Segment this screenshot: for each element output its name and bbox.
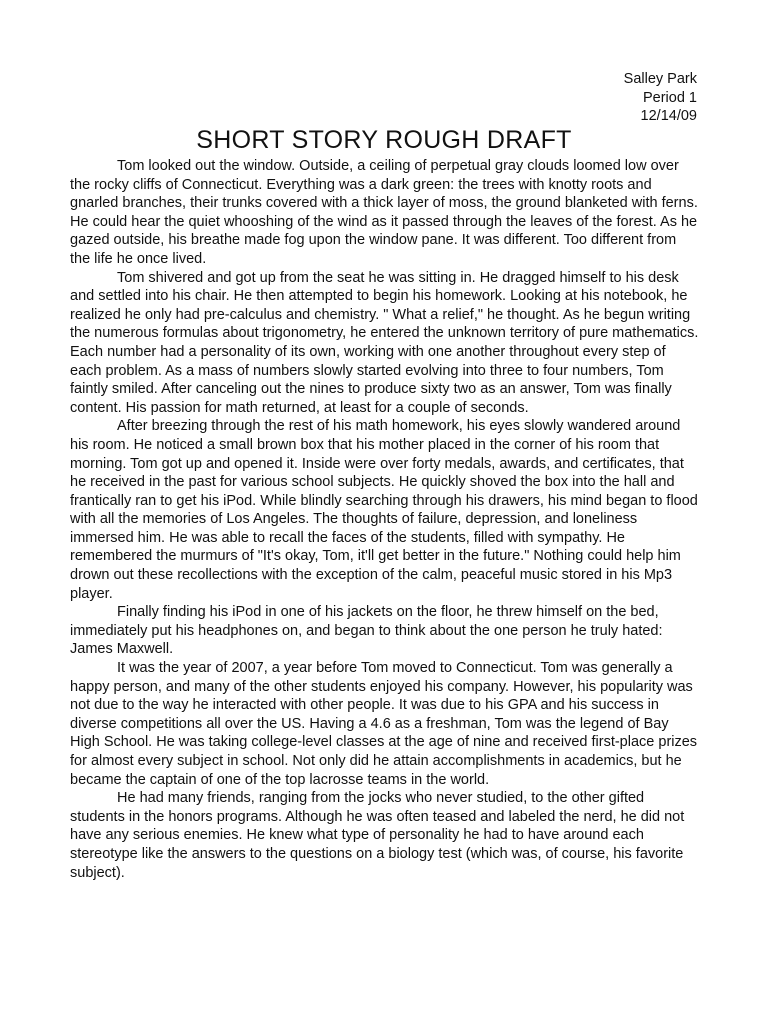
student-header <box>624 70 697 126</box>
paragraph: After breezing through the rest of his math homework, his eyes slowly wandered around his room. He noticed a small brown box that his mother placed in the corner of his room that morning. Tom got up and opened it. Inside were over forty medals, awards, and certificates, that he received in the past for various school subjects. He quickly shoved the box into the hall and frantically ran to get his iPod. While blindly searching through his drawers, his mind began to flood with all the memories of Los Angeles. The thoughts of failure, depression, and loneliness immersed him. He was able to recall the faces of the students, filled with sympathy. He remembered the murmurs of "It's okay, Tom, it'll get better in the future." Nothing could help him drown out these recollections with the exception of the calm, peaceful music stored in his Mp3 player. <box>70 418 698 602</box>
story-body <box>70 157 700 882</box>
paragraph: Finally finding his iPod in one of his jackets on the floor, he threw himself on the bed, immediately put his headphones on, and began to think about the one person he truly hated: James Maxwell. <box>70 604 663 658</box>
document-date: 12/14/09 <box>640 108 697 125</box>
paragraph: Tom looked out the window. Outside, a ceiling of perpetual gray clouds loomed low over the rocky cliffs of Connecticut. Everything was a dark green: the trees with knotty roots and gnarled branches, their trunks covered with a thick layer of moss, the ground blanketed with ferns. He could hear the quiet whooshing of the wind as it passed through the leaves of the forest. As he gazed outside, his breathe made fog upon the window pane. It was different. Too different from the life he once lived. <box>70 158 698 267</box>
paragraph: It was the year of 2007, a year before Tom moved to Connecticut. Tom was generally a happy person, and many of the other students enjoyed his company. However, his popularity was not due to the way he interacted with other people. It was due to his GPA and his success in diverse competitions all over the US. Having a 4.6 as a freshman, Tom was the legend of Bay High School. He was taking college-level classes at the age of nine and received first-place prizes for almost every subject in school. Not only did he attain accomplishments in academics, but he became the captain of one of the top lacrosse teams in the world. <box>70 660 698 788</box>
paragraph: He had many friends, ranging from the jocks who never studied, to the other gifted students in the honors programs. Although he was often teased and labeled the nerd, he did not have any serious enemies. He knew what type of personality he had to have around each stereotype like the answers to the questions on a biology test (which was, of course, his favorite subject). <box>70 790 685 881</box>
document-title: SHORT STORY ROUGH DRAFT <box>196 126 572 154</box>
class-period: Period 1 <box>642 89 697 106</box>
student-name: Salley Park <box>623 71 697 87</box>
paragraph: Tom shivered and got up from the seat he was sitting in. He dragged himself to his desk and settled into his chair. He then attempted to begin his homework. Looking at his notebook, he realized he only had pre-calculus and chemistry. " What a relief," he thought. As he begun writing the numerous formulas about trigonometry, he entered the unknown territory of pure mathematics. Each number had a personality of its own, working with one another throughout every step of each problem. As a mass of numbers slowly started evolving into three to four numbers, Tom faintly smiled. After canceling out the nines to produce sixty two as an answer, Tom was finally content. His passion for math returned, at least for a couple of seconds. <box>70 269 699 416</box>
